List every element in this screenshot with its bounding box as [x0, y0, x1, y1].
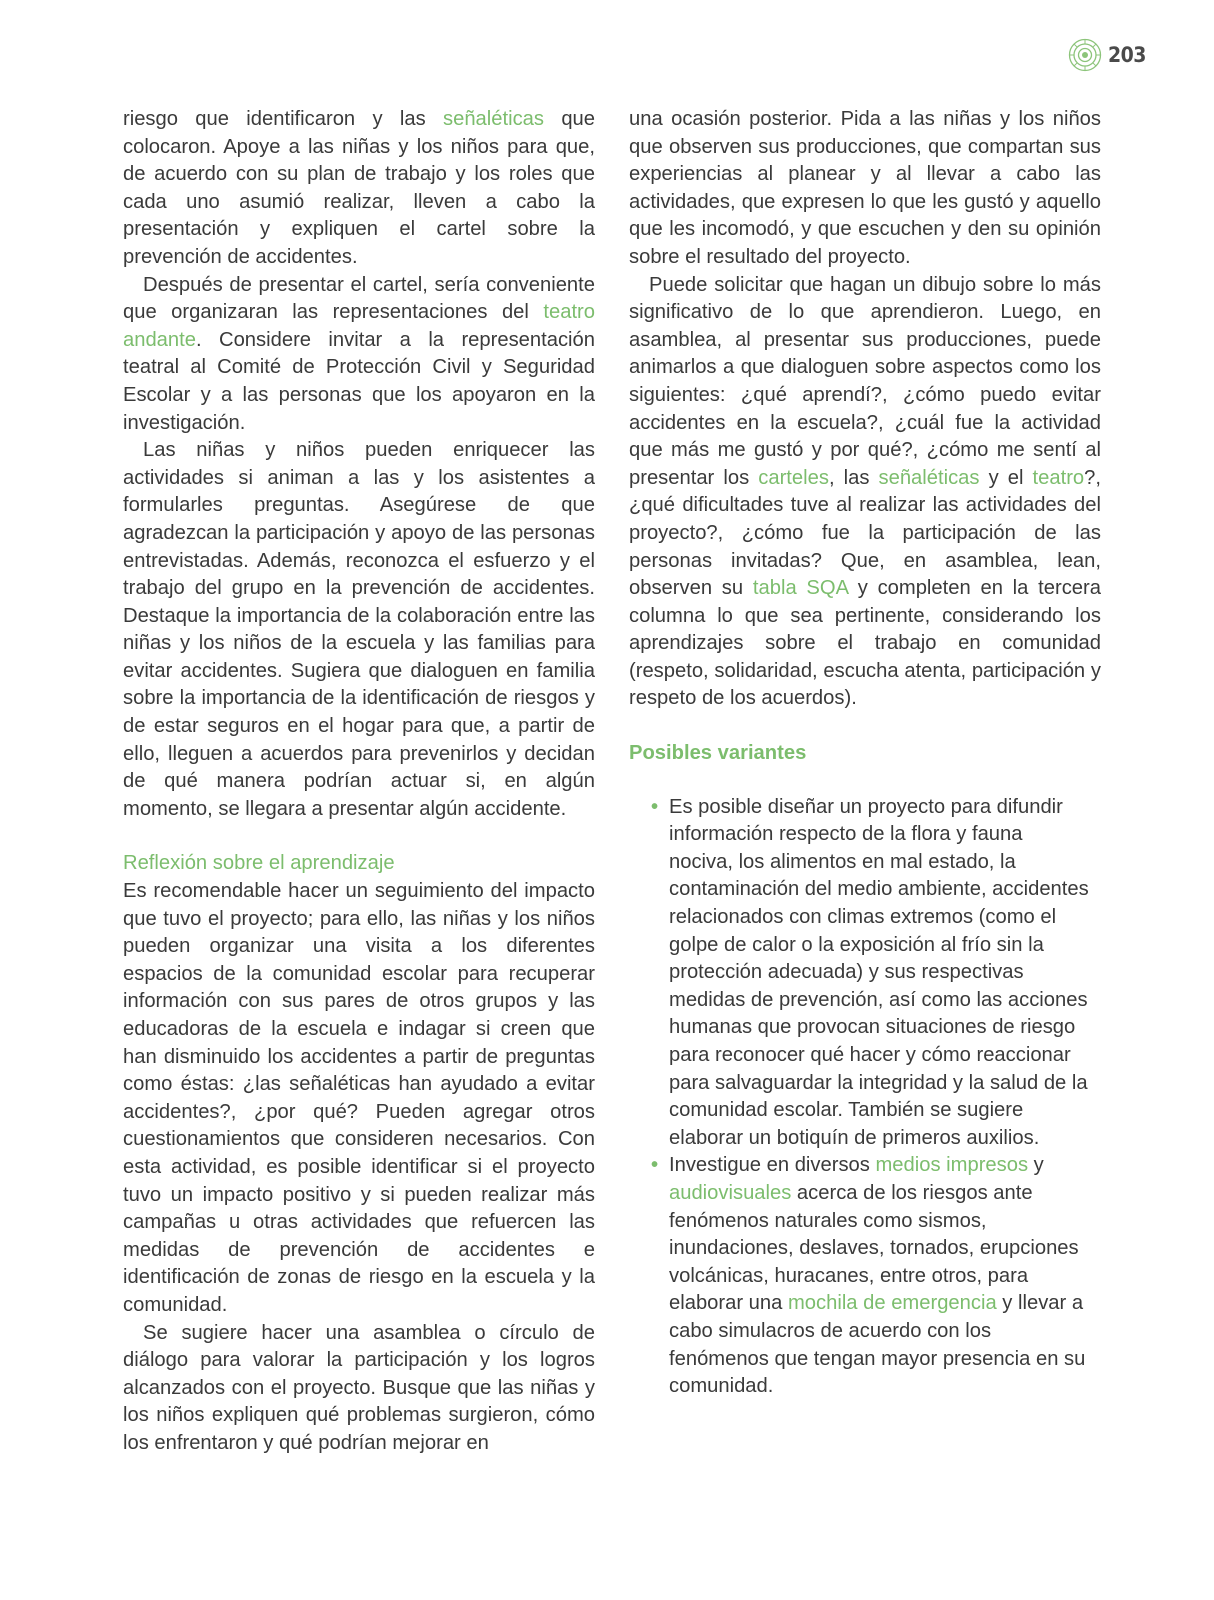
text: acerca de los riesgos ante fenómenos naturales como sismos, inundaciones, deslaves, tornados, erupciones volcánicas, huracanes, entre otros, para elaborar una — [669, 1181, 1079, 1315]
text: Después de presentar el cartel, sería conveniente que organizaran las representaciones del — [123, 273, 595, 324]
page-number: 203 — [1108, 43, 1146, 67]
text: ?, ¿qué dificultades tuve al realizar las actividades del proyecto?, ¿cómo fue la participación de las personas invitadas? Que, en asamblea, lean, observen su — [629, 466, 1101, 600]
text: Investigue en diversos — [669, 1154, 876, 1177]
term-tabla-sqa: tabla SQA — [752, 577, 848, 600]
variants-list — [629, 794, 1101, 1401]
term-carteles: carteles — [758, 466, 829, 489]
heading-reflexion: Reflexión sobre el aprendizaje — [123, 852, 395, 875]
bullet-icon: • — [651, 795, 659, 818]
text: riesgo que identificaron y las — [123, 108, 443, 130]
right-paragraph-1: una ocasión posterior. Pida a las niñas y los niños que observen sus producciones, que compartan sus experiencias al planear y al llevar a cabo las actividades, que expresen lo que les gustó y aquello que les incomodó, y que escuchen y den su opinión sobre el resultado del proyecto. — [629, 108, 1101, 268]
term-senaleticas: señaléticas — [443, 108, 544, 130]
term-teatro: teatro — [1032, 466, 1085, 489]
text: y el — [979, 466, 1033, 489]
term-senaleticas: señaléticas — [878, 466, 980, 489]
term-mochila-de-emergencia: mochila de emergencia — [787, 1292, 997, 1315]
text: y completen en la tercera columna lo que sea pertinente, considerando los aprendizajes sobre el trabajo en comunidad (respeto, solidaridad, escucha atenta, participación y respeto de los acuerdos). — [629, 577, 1101, 710]
left-paragraph-3: Las niñas y niños pueden enriquecer las actividades si animan a las y los asistentes a formularles preguntas. Asegúrese de que agradezcan la participación y apoyo de las personas entrevistadas. Además, reconozca el esfuerzo y el trabajo del grupo en la prevención de accidentes. Destaque la importancia de la colaboración entre las niñas y los niños de la escuela y las familias para evitar accidentes. Sugiera que dialoguen en familia sobre la importancia de la identificación de riesgos y de estar seguros en el hogar para que, a partir de ello, lleguen a acuerdos para prevenirlos y decidan de qué manera podrían actuar si, en algún momento, se llegara a presentar algún accidente. — [123, 439, 595, 820]
sun-emblem-icon — [1068, 38, 1102, 72]
bullet-icon: • — [651, 1154, 659, 1177]
text: y — [1028, 1154, 1044, 1177]
right-column — [629, 106, 1101, 1401]
left-column — [123, 106, 595, 1458]
left-paragraph-1 — [123, 106, 595, 272]
text: Es posible diseñar un proyecto para difundir información respecto de la flora y fauna nociva, los alimentos en mal estado, la contaminación del medio ambiente, accidentes relacionados con climas extremos (como el golpe de calor o la exposición al frío sin la protección adecuada) y sus respectivas medidas de prevención, así como las acciones humanas que provocan situaciones de riesgo para reconocer qué hacer y cómo reaccionar para salvaguardar la integridad y la salud de la comunidad escolar. También se sugiere elaborar un botiquín de primeros auxilios. — [669, 795, 1089, 1149]
text: Puede solicitar que hagan un dibujo sobre lo más significativo de lo que aprendieron. Luego, en asamblea, al presentar sus producciones, puede animarlos a que dialoguen sobre aspectos como los siguientes: ¿qué aprendí?, ¿cómo puedo evitar accidentes en la escuela?, ¿cuál fue la actividad que más me gustó y por qué?, ¿cómo me sentí al presentar los — [629, 273, 1101, 489]
right-paragraph-2 — [629, 272, 1101, 714]
list-item — [629, 1152, 1089, 1400]
heading-posibles-variantes: Posibles variantes — [629, 742, 807, 765]
left-paragraph-2 — [123, 272, 595, 438]
term-teatro-andante: teatro andante — [123, 301, 595, 351]
text: y llevar a cabo simulacros de acuerdo con los fenómenos que tengan mayor presencia en su comunidad. — [669, 1292, 1086, 1398]
text: que colocaron. Apoye a las niñas y los niños para que, de acuerdo con su plan de trabajo y los roles que cada uno asumió realizar, lleven a cabo la presentación y expliquen el cartel sobre la prevención de accidentes. — [123, 108, 595, 268]
left-paragraph-5: Se sugiere hacer una asamblea o círculo de diálogo para valorar la participación y los logros alcanzados con el proyecto. Busque que las niñas y los niños expliquen qué problemas surgieron, cómo los enfrentaron y qué podrían mejorar en — [123, 1321, 595, 1454]
term-medios-impresos: medios impresos — [875, 1154, 1029, 1177]
left-paragraph-4: Es recomendable hacer un seguimiento del impacto que tuvo el proyecto; para ello, las niñas y los niños pueden organizar una visita a los diferentes espacios de la comunidad escolar para recuperar información con sus pares de otros grupos y las educadoras de la escuela e indagar si creen que han disminuido los accidentes a partir de preguntas como éstas: ¿las señaléticas han ayudado a evitar accidentes?, ¿por qué? Pueden agregar otros cuestionamientos que consideren necesarios. Con esta actividad, es posible identificar si el proyecto tuvo un impacto positivo y si pueden realizar más campañas u otras actividades que refuercen las medidas de prevención de accidentes e identificación de zonas de riesgo en la escuela y la comunidad. — [123, 880, 595, 1316]
page-header — [1068, 38, 1146, 72]
term-audiovisuales: audiovisuales — [669, 1181, 792, 1204]
text: . Considere invitar a la representación teatral al Comité de Protección Civil y Seguridad Escolar y a las personas que los apoyaron en la investigación. — [123, 328, 595, 434]
text: , las — [828, 466, 879, 489]
list-item — [629, 794, 1089, 1153]
